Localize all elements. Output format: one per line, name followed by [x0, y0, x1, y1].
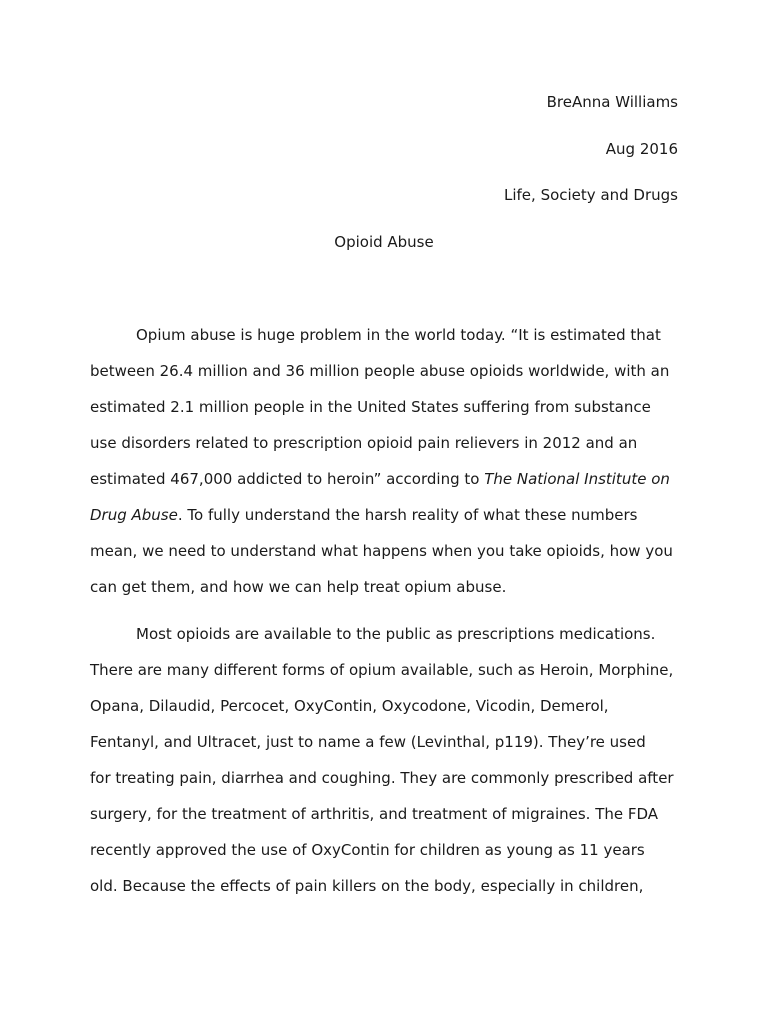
line-text: . To fully understand the harsh reality of what these numbers [177, 506, 638, 524]
paragraph-line: can get them, and how we can help treat opium abuse. [90, 578, 507, 596]
line-text: estimated 467,000 addicted to heroin” according to [90, 470, 485, 488]
paragraph-line: Most opioids are available to the public as prescriptions medications. [136, 625, 656, 643]
paragraph-line: old. Because the effects of pain killers on the body, especially in children, [90, 877, 644, 895]
paragraph-line [90, 505, 637, 525]
paragraph-line: surgery, for the treatment of arthritis, and treatment of migraines. The FDA [90, 805, 659, 823]
source-title-part1: The National Institute on [484, 470, 670, 488]
paragraph-line: Opana, Dilaudid, Percocet, OxyContin, Oxycodone, Vicodin, Demerol, [90, 697, 609, 715]
paragraph-line: Fentanyl, and Ultracet, just to name a few (Levinthal, p119). They’re used [90, 733, 646, 751]
paragraph-line: use disorders related to prescription opioid pain relievers in 2012 and an [90, 434, 638, 452]
paragraph-line: There are many different forms of opium available, such as Heroin, Morphine, [90, 661, 674, 679]
paragraph-line: recently approved the use of OxyContin for children as young as 11 years [90, 841, 645, 859]
author-name: BreAnna Williams [546, 93, 678, 111]
source-title-part2: Drug Abuse [90, 506, 178, 524]
paragraph-line [90, 469, 670, 489]
paragraph-line: Opium abuse is huge problem in the world today. “It is estimated that [136, 326, 661, 344]
document-title: Opioid Abuse [334, 233, 434, 251]
paragraph-line: estimated 2.1 million people in the United States suffering from substance [90, 398, 651, 416]
paragraph-line: mean, we need to understand what happens when you take opioids, how you [90, 542, 673, 560]
document-date: Aug 2016 [605, 140, 678, 158]
paragraph-line: for treating pain, diarrhea and coughing. They are commonly prescribed after [90, 769, 674, 787]
course-name: Life, Society and Drugs [504, 186, 678, 204]
paragraph-line: between 26.4 million and 36 million people abuse opioids worldwide, with an [90, 362, 670, 380]
